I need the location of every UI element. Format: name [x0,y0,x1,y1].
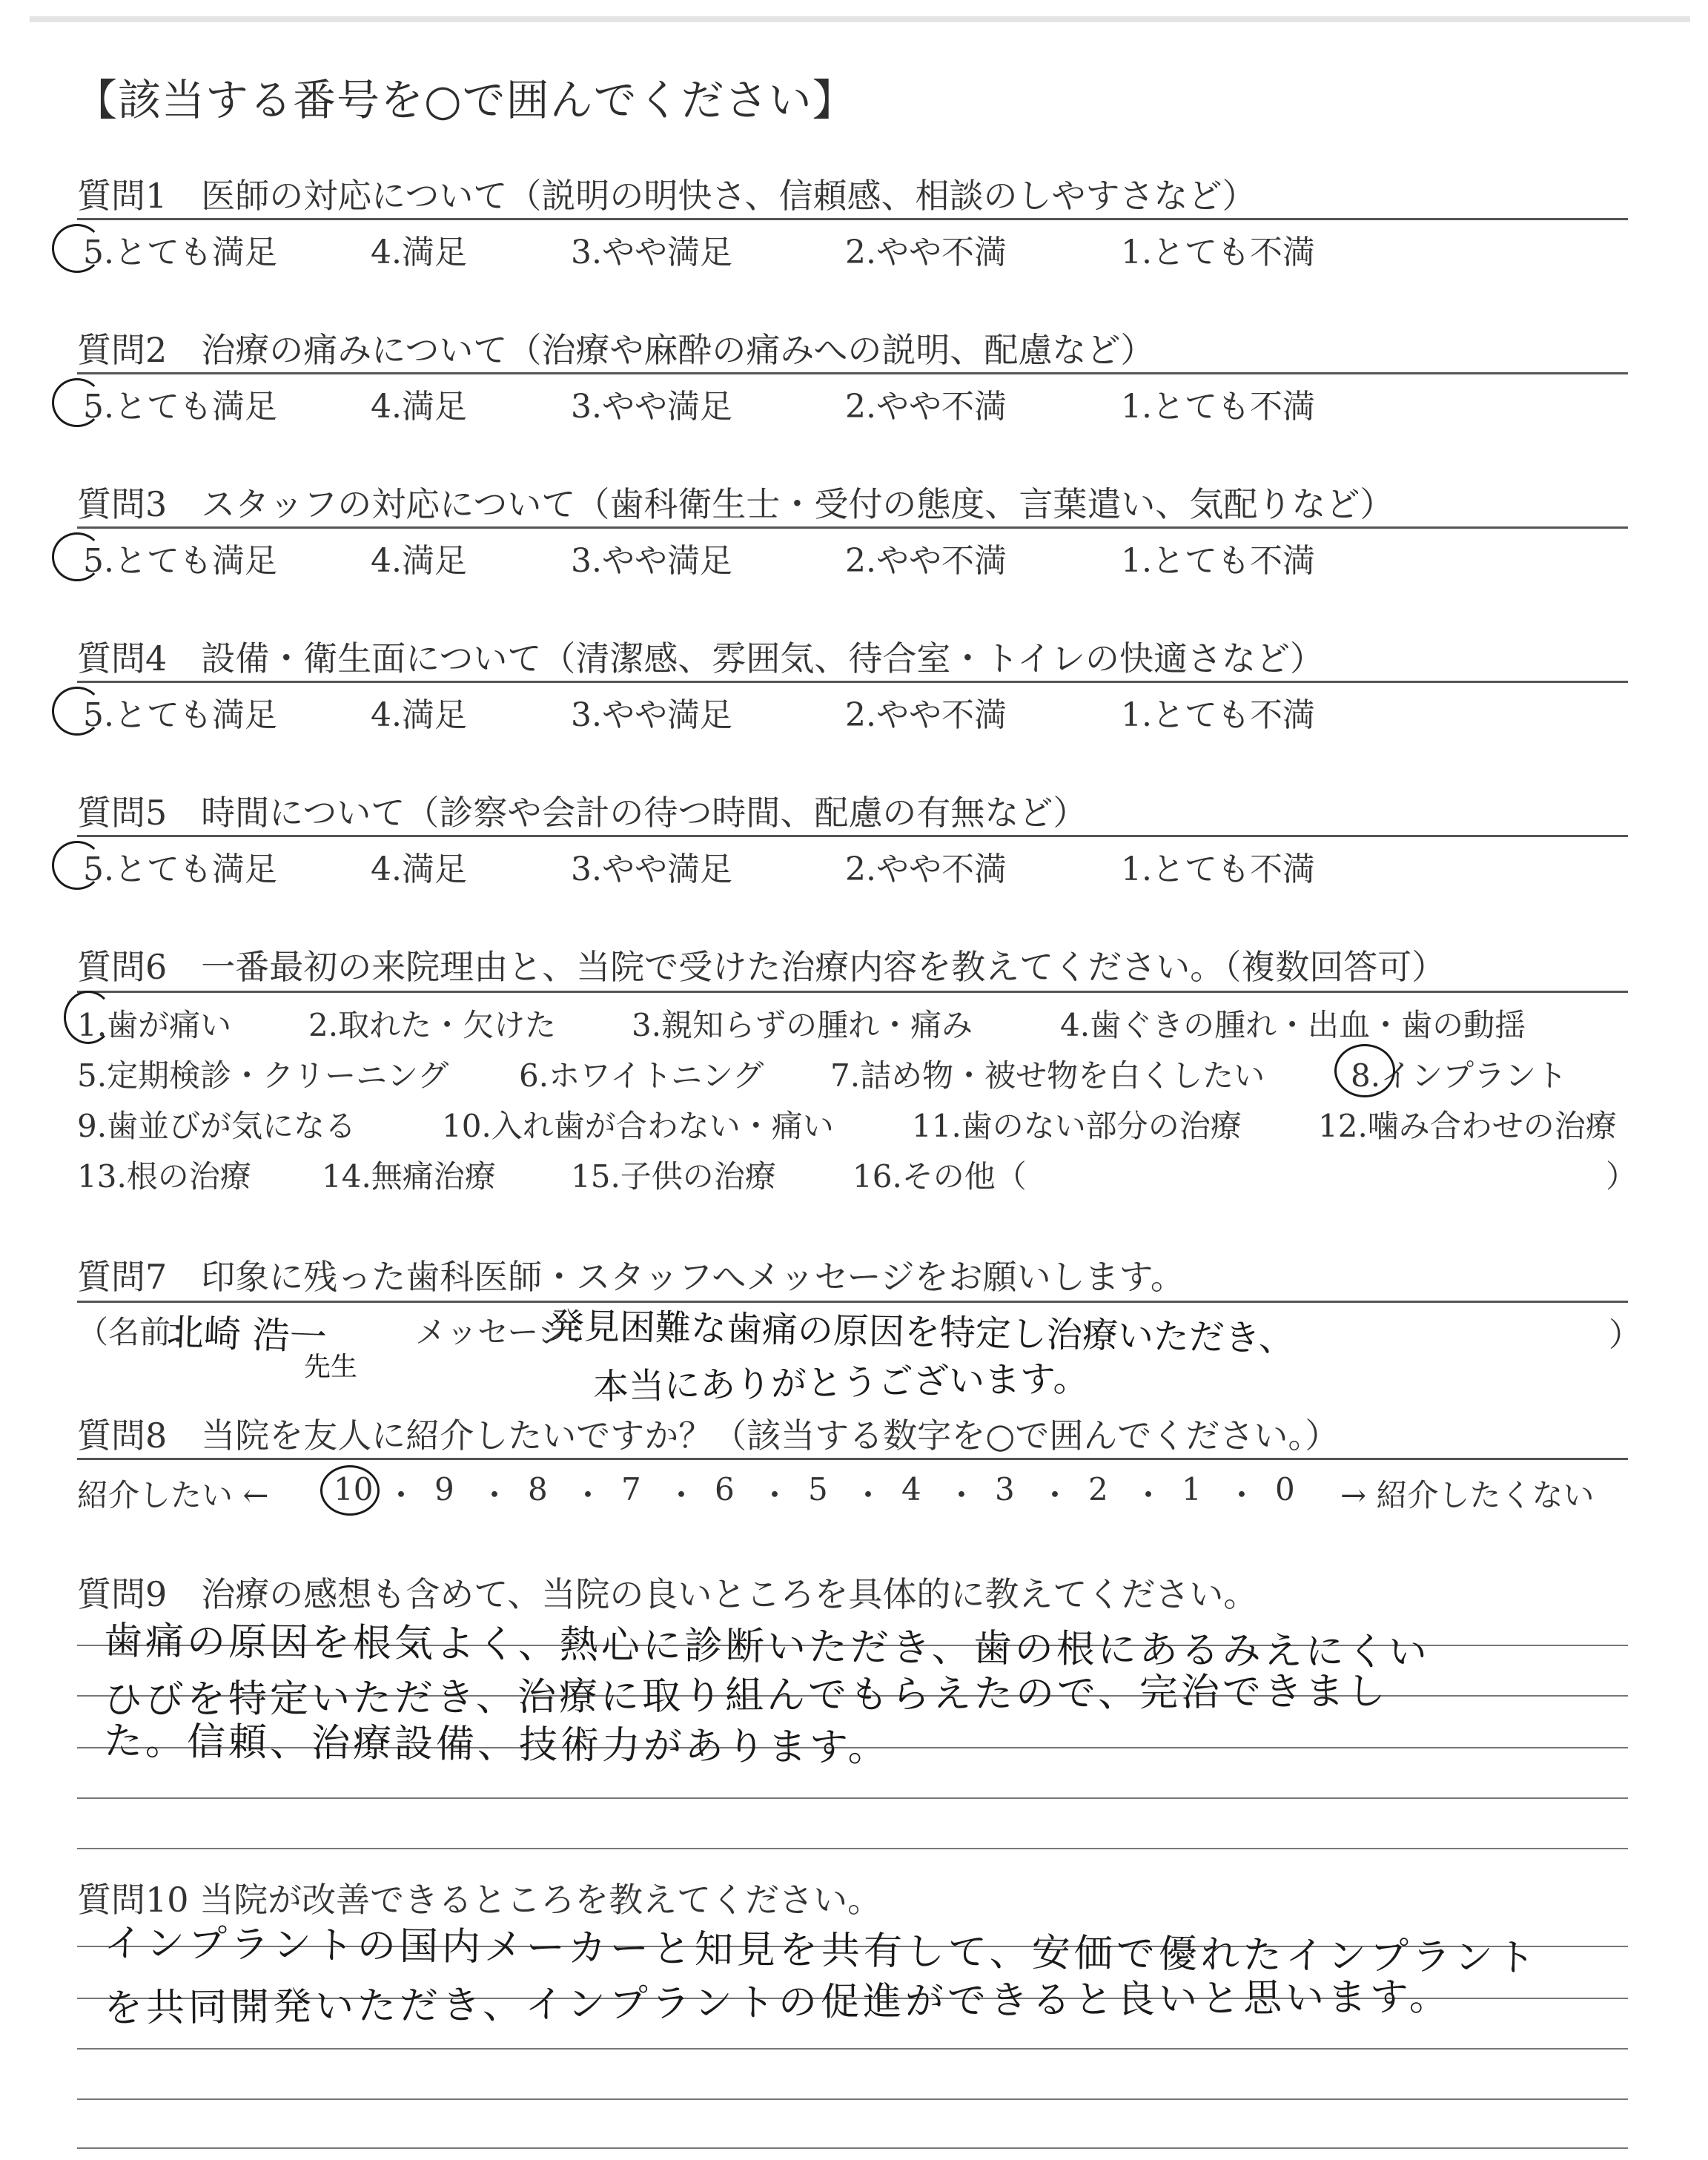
q10-answer-rule [77,2098,1628,2100]
q3-rule [77,526,1628,529]
q6-option-11[interactable]: 11.歯のない部分の治療 [912,1108,1242,1144]
q3-option-5[interactable]: 5.とても満足 [83,542,277,580]
q10-answer-rule [77,2048,1628,2050]
q4-selected-mark [52,687,102,736]
q6-option-2[interactable]: 2.取れた・欠けた [308,1007,557,1043]
q6-option-15[interactable]: 15.子供の治療 [571,1158,776,1195]
q7-title: 質問7 印象に残った歯科医師・スタッフへメッセージをお願いします。 [77,1257,1185,1297]
q6-option-4[interactable]: 4.歯ぐきの腫れ・出血・歯の動揺 [1060,1007,1526,1043]
q6-option-9[interactable]: 9.歯並びが気になる [77,1108,357,1144]
q8-scale-separator: ・ [759,1477,791,1513]
q8-right-label: → 紹介したくない [1340,1477,1595,1513]
q8-scale-separator: ・ [853,1477,884,1513]
q9-title: 質問9 治療の感想も含めて、当院の良いところを具体的に教えてください。 [77,1574,1258,1614]
q8-rule [77,1458,1628,1460]
q8-title: 質問8 当院を友人に紹介したいですか？（該当する数字を○で囲んでください。） [77,1416,1340,1456]
q5-title: 質問5 時間について（診察や会計の待つ時間、配慮の有無など） [77,793,1088,833]
q10-answer-line[interactable]: を共同開発いただき、インプラントの促進ができると良いと思います。 [103,1975,1452,2031]
q7-message-line2[interactable]: 本当にありがとうございます。 [592,1358,1089,1408]
q2-title: 質問2 治療の痛みについて（治療や麻酔の痛みへの説明、配慮など） [77,330,1155,370]
q6-option-16[interactable]: 16.その他（ [853,1158,1027,1195]
q8-scale-7[interactable]: 7 [621,1471,641,1507]
q7-name-label: （名前： [77,1314,202,1350]
q10-answer-rule [77,2147,1628,2149]
q3-option-4[interactable]: 4.満足 [371,542,467,580]
q6-selected-mark-8 [1334,1044,1395,1097]
q6-rule [77,991,1628,993]
q6-option-1[interactable]: 1.歯が痛い [77,1007,232,1043]
q1-rule [77,218,1628,220]
q6-option-10[interactable]: 10.入れ歯が合わない・痛い [442,1108,834,1144]
q8-scale-6[interactable]: 6 [715,1471,735,1507]
q5-option-1[interactable]: 1.とても不満 [1121,851,1315,888]
q4-option-3[interactable]: 3.やや満足 [571,696,732,734]
q8-scale-separator: ・ [1133,1477,1165,1513]
q8-scale-separator: ・ [572,1477,604,1513]
q6-option-14[interactable]: 14.無痛治療 [322,1158,496,1195]
q4-rule [77,681,1628,683]
q10-title: 質問10 当院が改善できるところを教えてください。 [77,1880,882,1920]
q3-title: 質問3 スタッフの対応について（歯科衛生士・受付の態度、言葉遣い、気配りなど） [77,484,1394,524]
q8-scale-4[interactable]: 4 [901,1471,921,1507]
q1-option-1[interactable]: 1.とても不満 [1121,234,1315,271]
q2-option-5[interactable]: 5.とても満足 [83,388,277,426]
q7-name-value[interactable]: 北崎 浩一 [165,1310,328,1359]
q3-selected-mark [52,532,102,581]
q6-option-13[interactable]: 13.根の治療 [77,1158,251,1195]
q1-selected-mark [52,224,102,273]
q7-message-line1[interactable]: 発見困難な歯痛の原因を特定し治療いただき、 [548,1305,1295,1360]
q6-title: 質問6 一番最初の来院理由と、当院で受けた治療内容を教えてください。（複数回答可） [77,947,1446,987]
q5-option-3[interactable]: 3.やや満足 [571,851,732,888]
q2-option-1[interactable]: 1.とても不満 [1121,388,1315,426]
q6-option-5[interactable]: 5.定期検診・クリーニング [77,1057,449,1094]
q6-selected-mark-1 [64,991,113,1044]
q8-scale-0[interactable]: 0 [1275,1471,1295,1507]
q8-scale-separator: ・ [946,1477,978,1513]
q1-option-2[interactable]: 2.やや不満 [845,234,1007,271]
q8-selected-mark [320,1465,380,1516]
q8-scale-separator: ・ [479,1477,511,1513]
q8-scale-separator: ・ [1226,1477,1258,1513]
q7-name-suffix: 先生 [304,1352,358,1382]
q2-selected-mark [52,378,102,427]
q9-answer-line[interactable]: た。信頼、治療設備、技術力があります。 [103,1719,890,1771]
q4-option-2[interactable]: 2.やや不満 [845,696,1007,734]
q3-option-3[interactable]: 3.やや満足 [571,542,732,580]
q3-option-1[interactable]: 1.とても不満 [1121,542,1315,580]
q6-option-6[interactable]: 6.ホワイトニング [519,1057,764,1094]
q4-option-1[interactable]: 1.とても不満 [1121,696,1315,734]
q4-option-5[interactable]: 5.とても満足 [83,696,277,734]
q2-option-3[interactable]: 3.やや満足 [571,388,732,426]
q10-answer-line[interactable]: インプラントの国内メーカーと知見を共有して、安価で優れたインプラント [103,1920,1540,1981]
q8-scale-1[interactable]: 1 [1182,1471,1202,1507]
page-title: 【該当する番号を○で囲んでください】 [74,75,856,125]
q9-answer-rule [77,1797,1628,1799]
q7-close-paren: ） [1609,1316,1641,1354]
q8-scale-8[interactable]: 8 [528,1471,548,1507]
q8-left-label: 紹介したい ← [77,1477,269,1513]
q2-rule [77,372,1628,374]
q8-scale-3[interactable]: 3 [995,1471,1015,1507]
q4-option-4[interactable]: 4.満足 [371,696,467,734]
q8-scale-2[interactable]: 2 [1088,1471,1108,1507]
q9-answer-rule [77,1848,1628,1849]
q2-option-2[interactable]: 2.やや不満 [845,388,1007,426]
q5-option-5[interactable]: 5.とても満足 [83,851,277,888]
scan-edge-line [30,16,1690,22]
q6-option-17: ） [1606,1158,1638,1195]
q4-title: 質問4 設備・衛生面について（清潔感、雰囲気、待合室・トイレの快適さなど） [77,638,1325,678]
q8-scale-separator: ・ [666,1477,698,1513]
q6-option-7[interactable]: 7.詰め物・被せ物を白くしたい [830,1057,1265,1094]
q1-option-3[interactable]: 3.やや満足 [571,234,732,271]
q5-rule [77,835,1628,837]
q7-message-label: メッセージ： [415,1314,600,1350]
q3-option-2[interactable]: 2.やや不満 [845,542,1007,580]
q5-option-2[interactable]: 2.やや不満 [845,851,1007,888]
q8-scale-5[interactable]: 5 [808,1471,828,1507]
q5-selected-mark [52,841,102,890]
q6-option-12[interactable]: 12.噛み合わせの治療 [1318,1108,1617,1144]
q6-option-3[interactable]: 3.親知らずの腫れ・痛み [632,1007,973,1043]
q9-answer-line[interactable]: ひびを特定いただき、治療に取り組んでもらえたので、完治できまし [103,1668,1389,1723]
q1-option-5[interactable]: 5.とても満足 [83,234,277,271]
q8-scale-separator: ・ [1039,1477,1071,1513]
q5-option-4[interactable]: 4.満足 [371,851,467,888]
q8-scale-9[interactable]: 9 [434,1471,454,1507]
q8-scale-10[interactable]: 10 [334,1471,374,1507]
q9-answer-line[interactable]: 歯痛の原因を根気よく、熱心に診断いただき、歯の根にあるみえにくい [103,1619,1431,1675]
q8-scale-separator: ・ [385,1477,417,1513]
q6-option-8[interactable]: 8.インプラント [1351,1057,1568,1094]
q2-option-4[interactable]: 4.満足 [371,388,467,426]
q1-title: 質問1 医師の対応について（説明の明快さ、信頼感、相談のしやすさなど） [77,176,1257,216]
q1-option-4[interactable]: 4.満足 [371,234,467,271]
